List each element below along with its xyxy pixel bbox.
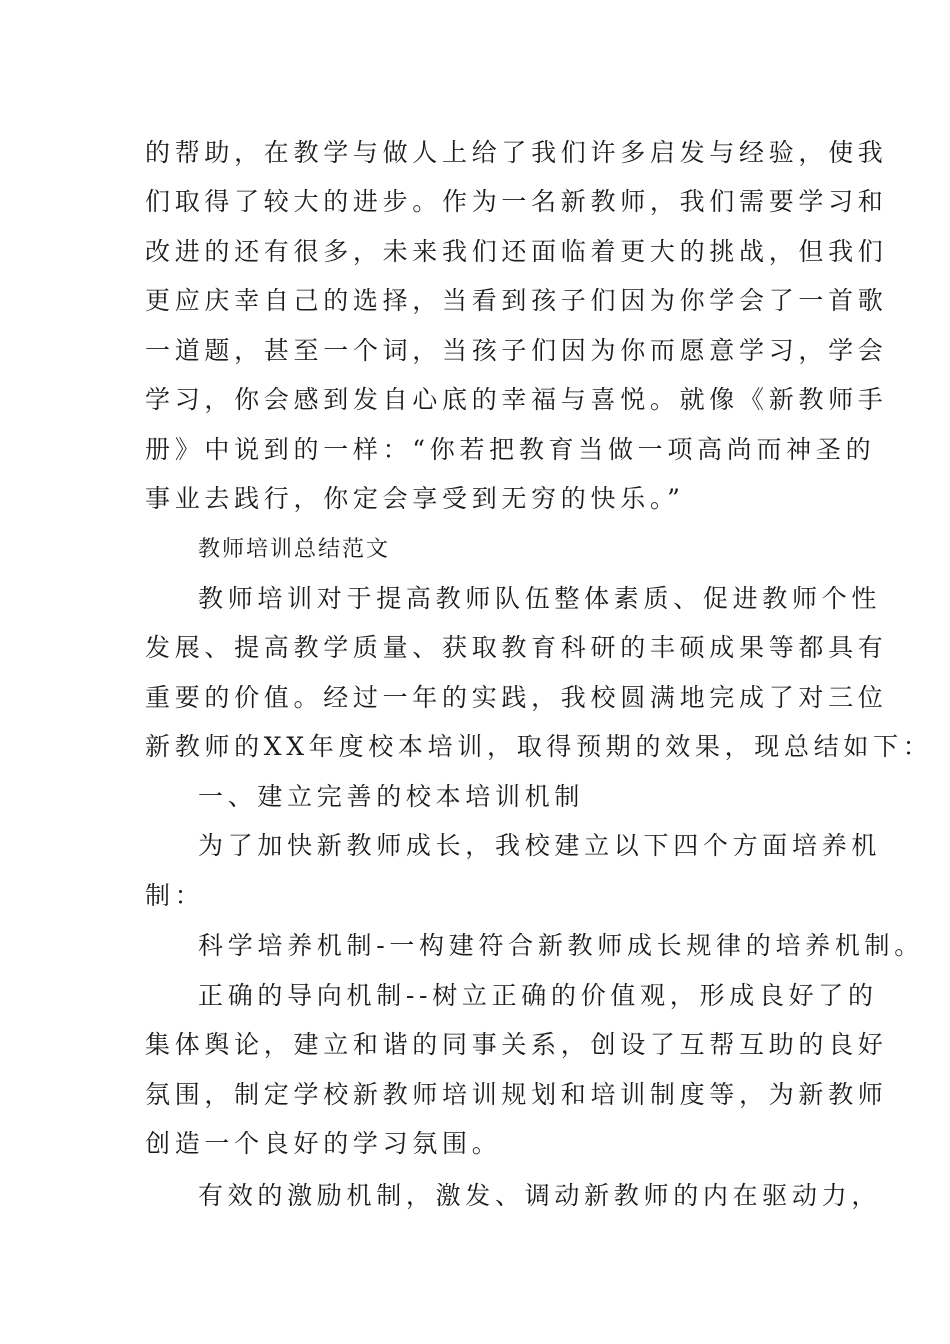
text-line: 创造一个良好的学习氛围。 <box>145 1129 502 1158</box>
text-line: 事业去践行，你定会享受到无穷的快乐。” <box>145 484 685 513</box>
text-line: 的帮助，在教学与做人上给了我们许多启发与经验，使我 <box>145 138 888 167</box>
text-line: 氛围，制定学校新教师培训规划和培训制度等，为新教师 <box>145 1080 888 1109</box>
text-line: 一道题，甚至一个词，当孩子们因为你而愿意学习，学会 <box>145 336 888 365</box>
paragraph-start: 教师培训对于提高教师队伍整体素质、促进教师个性 <box>198 584 882 613</box>
section-title: 教师培训总结范文 <box>198 537 391 562</box>
text-line: 发展、提高教学质量、获取教育科研的丰硕成果等都具有 <box>145 633 888 662</box>
text-line: 集体舆论，建立和谐的同事关系，创设了互帮互助的良好 <box>145 1030 888 1059</box>
text-line: 学习，你会感到发自心底的幸福与喜悦。就像《新教师手 <box>145 385 888 414</box>
paragraph-start: 有效的激励机制，激发、调动新教师的内在驱动力， <box>198 1181 882 1210</box>
paragraph-start: 正确的导向机制--树立正确的价值观，形成良好了的 <box>198 981 878 1010</box>
text-line: 重要的价值。经过一年的实践，我校圆满地完成了对三位 <box>145 683 888 712</box>
text-line: 改进的还有很多，未来我们还面临着更大的挑战，但我们 <box>145 237 888 266</box>
paragraph-start: 为了加快新教师成长，我校建立以下四个方面培养机 <box>198 831 882 860</box>
text-line: 们取得了较大的进步。作为一名新教师，我们需要学习和 <box>145 187 888 216</box>
text-line: 册》中说到的一样：“你若把教育当做一项高尚而神圣的 <box>145 435 876 464</box>
section-heading: 一、建立完善的校本培训机制 <box>198 782 585 811</box>
text-line: 制： <box>145 881 205 910</box>
text-line: 新教师的XX年度校本培训，取得预期的效果，现总结如下： <box>145 732 933 761</box>
text-line: 更应庆幸自己的选择，当看到孩子们因为你学会了一首歌 <box>145 286 888 315</box>
paragraph-start: 科学培养机制-一构建符合新教师成长规律的培养机制。 <box>198 931 924 960</box>
